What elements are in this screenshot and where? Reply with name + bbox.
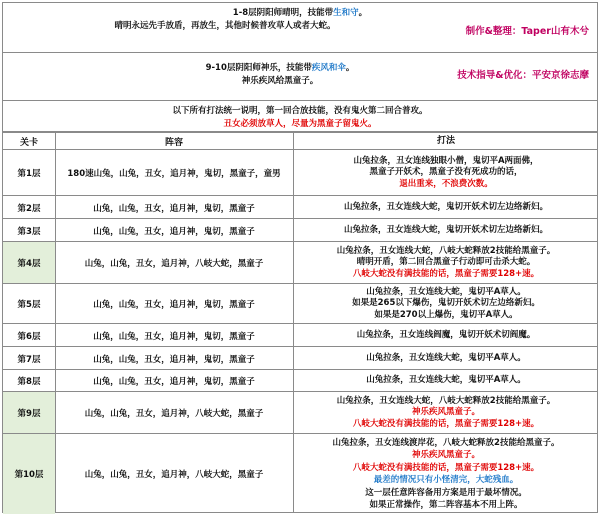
table-row: [3, 391, 597, 434]
plan-line: 神乐疾风黑童子。: [411, 450, 480, 460]
column-header-team: 阵容: [164, 138, 183, 148]
row-plan: [293, 434, 599, 514]
plan-line: 如果是270以上爆伤，鬼切平A草人。: [374, 309, 518, 320]
row-level: 第7层: [17, 354, 41, 365]
column-header-level: 关卡: [19, 138, 38, 148]
row-level: 第5层: [17, 300, 41, 310]
table-row: [3, 149, 597, 196]
row-team: 山兔，山兔，丑女，追月神，鬼切，黑童子: [93, 331, 255, 342]
row-level: 第4层: [3, 242, 55, 284]
row-level: 第3层: [17, 226, 41, 237]
header-block-kagura: [3, 53, 597, 101]
row-team: 山兔，山兔，丑女，追月神，八岐大蛇，黑童子: [84, 409, 264, 419]
row-level: 第6层: [17, 331, 41, 342]
row-level: 第8层: [17, 377, 41, 387]
header-block-notes: [3, 101, 597, 132]
header-line-4: 神乐疾风给黑童子。: [241, 76, 319, 86]
plan-line: 山兔拉条，丑女连线大蛇，鬼切平A草人。: [366, 286, 526, 297]
row-team: 山兔，山兔，丑女，追月神，鬼切，黑童子: [93, 226, 255, 237]
header-line-1: 1-8层阴阳师晴明，技能带生和守。: [232, 8, 368, 18]
plan-line: 神乐疾风黑童子。: [411, 407, 480, 418]
plan-line: 如果正常操作，第二阵容基本不用上阵。: [369, 500, 523, 510]
plan-line: 退出重来，不浪费次数。: [399, 178, 493, 189]
plan-line: 山兔拉条，丑女连线大蛇，鬼切开妖术切左边络新妇。: [343, 224, 548, 235]
table-row: [3, 283, 597, 324]
plan-line: 黑童子开妖术，黑童子没有死成功的话，: [369, 167, 523, 178]
strategy-sheet: [2, 2, 598, 513]
row-plan: [293, 347, 599, 370]
plan-line: 山兔拉条，丑女连线大蛇，鬼切开妖术切左边络新妇。: [343, 201, 548, 212]
row-team: 山兔，山兔，丑女，追月神，鬼切，黑童子: [93, 203, 255, 214]
plan-line: 最差的情况只有小怪清完，大蛇残血。: [373, 475, 519, 485]
plan-line: 山兔拉条，丑女连线独眼小僧，鬼切平A两面佛，: [353, 155, 539, 166]
table-row: [3, 346, 597, 370]
row-team: 180速山兔，山兔，丑女，追月神，鬼切，黑童子，童男: [67, 169, 281, 179]
header-block-qingming: [3, 3, 597, 53]
table-row: [3, 218, 597, 242]
plan-line: 八岐大蛇没有满技能的话，黑童子需要128+速。: [352, 462, 540, 473]
plan-line: 晴明开盾，第二回合黑童子行动即可击杀大蛇。: [356, 257, 536, 268]
row-level: 第10层: [3, 434, 55, 514]
general-note: 以下所有打法统一说明，第一回合放技能，没有鬼火第二回合普攻。: [172, 106, 428, 116]
plan-line: 山兔拉条，丑女连线大蛇，鬼切平A草人。: [366, 375, 526, 386]
warning-note: 丑女必须放草人，尽量为黑童子留鬼火。: [223, 119, 377, 129]
header-line-2: 晴明永远先手放盾，再放生，其他时候普攻草人或者大蛇。: [114, 21, 336, 31]
plan-line: 八岐大蛇没有满技能的话，黑童子需要128+速。: [352, 268, 540, 279]
row-plan: [293, 370, 599, 392]
plan-line: 山兔拉条，丑女连线大蛇，八岐大蛇释放2技能给黑童子。: [336, 245, 556, 256]
header-line-3: 9-10层阴阳师神乐，技能带疾风和伞。: [205, 63, 355, 73]
table-header-row: [3, 132, 597, 150]
credit-author: 制作&整理：Taper山有木兮: [465, 26, 589, 37]
row-level: 第2层: [17, 203, 41, 214]
plan-line: 山兔拉条，丑女连线阎魔，鬼切开妖术切阎魔。: [356, 329, 536, 340]
table-row: [3, 369, 597, 392]
skill-highlight-sheng-shou: 生和守: [333, 8, 359, 18]
row-plan: [293, 392, 599, 434]
plan-line: 如果是265以下爆伤，鬼切开妖术切左边络新妇。: [352, 298, 540, 309]
table-row: [3, 433, 597, 514]
row-team: 山兔，山兔，丑女，追月神，鬼切，黑童子: [93, 300, 255, 310]
row-plan: [293, 150, 599, 196]
table-row: [3, 241, 597, 284]
table-row: [3, 323, 597, 347]
row-team: 山兔，山兔，丑女，追月神，八岐大蛇，黑童子: [84, 470, 264, 480]
row-plan: [293, 219, 599, 242]
plan-line: 山兔拉条，丑女连线渡岸花，八岐大蛇释放2技能给黑童子。: [332, 437, 560, 448]
row-plan: [293, 324, 599, 347]
row-team: 山兔，山兔，丑女，追月神，鬼切，黑童子: [93, 354, 255, 365]
plan-line: 山兔拉条，丑女连线大蛇，鬼切平A草人。: [366, 352, 526, 363]
credit-advisor: 技术指导&优化：平安京徐志摩: [457, 70, 589, 81]
plan-line: 这一层任意阵容备用方案是用于最坏情况。: [365, 487, 527, 498]
column-header-plan: 打法: [436, 135, 455, 146]
row-level: 第9层: [3, 392, 55, 434]
row-team: 山兔，山兔，丑女，追月神，八岐大蛇，黑童子: [84, 259, 264, 269]
row-plan: [293, 196, 599, 219]
plan-line: 山兔拉条，丑女连线大蛇，八岐大蛇释放2技能给黑童子。: [336, 395, 556, 406]
skill-highlight-jifeng-san: 疾风和伞: [311, 63, 346, 73]
plan-line: 八岐大蛇没有满技能的话，黑童子需要128+速。: [352, 418, 540, 429]
row-level: 第1层: [17, 169, 41, 179]
row-plan: [293, 284, 599, 324]
row-team: 山兔，山兔，丑女，追月神，鬼切，黑童子: [93, 377, 255, 387]
table-row: [3, 195, 597, 219]
row-plan: [293, 242, 599, 284]
